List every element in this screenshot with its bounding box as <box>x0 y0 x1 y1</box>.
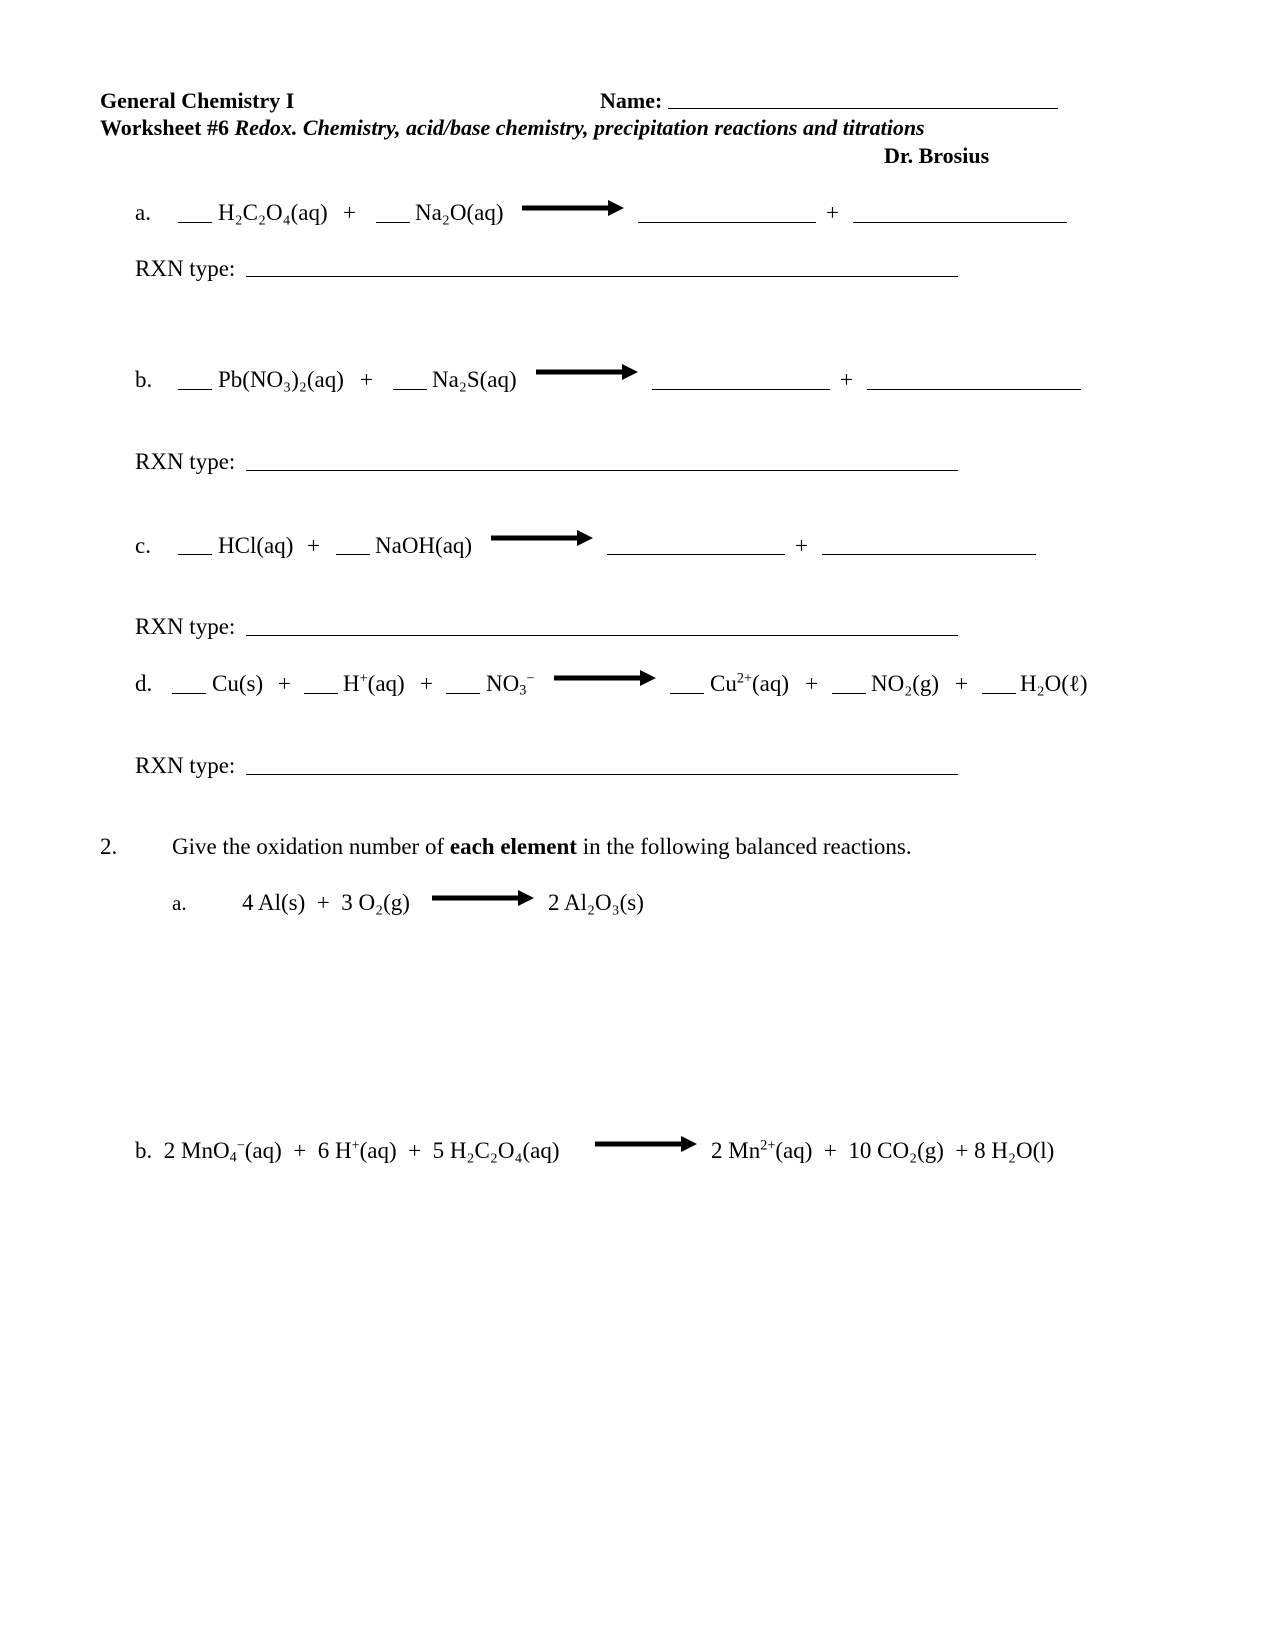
reactant-h-ion <box>343 672 405 695</box>
coefficient-blank[interactable] <box>178 222 212 223</box>
question-2a-letter: a. <box>172 891 187 915</box>
reactant-hcl: HCl(aq) <box>218 533 294 558</box>
reaction-a-letter: a. <box>135 200 151 225</box>
h-charge: + <box>359 670 368 687</box>
name-label: Name: <box>600 88 663 113</box>
coefficient-blank[interactable] <box>178 389 212 390</box>
product-blank-2[interactable] <box>853 222 1067 223</box>
permanganate-subscript: 4 <box>229 1149 237 1166</box>
plus-sign: + <box>343 200 356 225</box>
product-blank-1[interactable] <box>638 222 816 223</box>
plus-sign: + <box>805 671 818 696</box>
cu-state: (aq) <box>752 671 790 696</box>
question-2a-reactants: 4 Al(s) + 3 O₂(g) <box>242 890 410 915</box>
product-blank-1[interactable] <box>607 554 785 555</box>
reactant-h2c2o4: H₂C₂O₄(aq) <box>218 200 328 225</box>
question-2-instruction <box>172 835 912 858</box>
coefficient-blank[interactable] <box>336 554 370 555</box>
reaction-arrow-icon <box>552 668 658 688</box>
product-cu2-ion <box>710 672 789 695</box>
reactant-cu: Cu(s) <box>212 671 264 696</box>
worksheet-title: Redox. Chemistry, acid/base chemistry, precipitation reactions and titrations <box>234 115 925 140</box>
question-2b-reactants <box>135 1137 560 1166</box>
coefficient-blank[interactable] <box>832 693 866 694</box>
manganese-symbol: 2 Mn <box>711 1138 761 1163</box>
reactant-na2s: Na₂S(aq) <box>432 367 517 392</box>
cu-symbol: Cu <box>710 671 737 696</box>
instruction-text: Give the oxidation number of <box>172 834 450 859</box>
reactant-na2o: Na₂O(aq) <box>415 200 504 225</box>
reactant-pbno32: Pb(NO₃)₂(aq) <box>218 367 344 392</box>
permanganate-symbol: 2 MnO <box>163 1138 230 1163</box>
plus-sign: + <box>955 671 968 696</box>
reaction-arrow-icon <box>593 1134 699 1154</box>
question-2b-letter: b. <box>135 1138 153 1163</box>
rxn-type-label: RXN type: <box>135 256 236 281</box>
coefficient-blank[interactable] <box>670 693 704 694</box>
course-title: General Chemistry I <box>100 88 295 113</box>
rxn-type-label: RXN type: <box>135 614 236 639</box>
instructor-name: Dr. Brosius <box>884 143 990 168</box>
question-2-number: 2. <box>100 834 118 859</box>
rxn-type-blank-d[interactable] <box>246 774 958 775</box>
plus-sign: + <box>420 671 433 696</box>
cu-charge: 2+ <box>736 670 753 687</box>
reaction-arrow-icon <box>520 198 626 218</box>
manganese-charge: 2+ <box>760 1137 776 1154</box>
reaction-c-letter: c. <box>135 533 151 558</box>
reactant-naoh: NaOH(aq) <box>375 533 473 558</box>
reaction-d-letter: d. <box>135 671 153 696</box>
worksheet-heading <box>100 117 925 139</box>
product-blank-2[interactable] <box>867 389 1081 390</box>
coefficient-blank[interactable] <box>446 693 480 694</box>
product-h2o: H₂O(ℓ) <box>1020 671 1088 696</box>
reactant-text: (aq) + 6 H <box>244 1138 352 1163</box>
rxn-type-label: RXN type: <box>135 449 236 474</box>
coefficient-blank[interactable] <box>304 693 338 694</box>
h-state: (aq) <box>367 671 405 696</box>
product-text: (aq) + 10 CO₂(g) + 8 H₂O(l) <box>775 1138 1055 1163</box>
coefficient-blank[interactable] <box>172 693 206 694</box>
plus-sign: + <box>826 200 839 225</box>
instruction-text: in the following balanced reactions. <box>576 834 912 859</box>
reaction-arrow-icon <box>534 362 640 382</box>
product-no2: NO₂(g) <box>871 671 940 696</box>
coefficient-blank[interactable] <box>178 554 212 555</box>
coefficient-blank[interactable] <box>982 693 1016 694</box>
h-charge: + <box>351 1137 360 1154</box>
reactant-text: (aq) + 5 H₂C₂O₄(aq) <box>359 1138 560 1163</box>
plus-sign: + <box>795 533 808 558</box>
rxn-type-blank-c[interactable] <box>246 635 958 636</box>
no3-charge: − <box>526 670 535 687</box>
no3-symbol: NO <box>486 671 520 696</box>
instruction-emphasis: each element <box>449 834 577 859</box>
no3-subscript: 3 <box>519 682 527 699</box>
name-field-line[interactable] <box>668 108 1058 109</box>
reaction-arrow-icon <box>489 528 595 548</box>
product-blank-1[interactable] <box>652 389 830 390</box>
plus-sign: + <box>278 671 291 696</box>
reaction-b-letter: b. <box>135 367 153 392</box>
rxn-type-blank-b[interactable] <box>246 470 958 471</box>
rxn-type-label: RXN type: <box>135 753 236 778</box>
reactant-nitrate <box>486 670 535 699</box>
plus-sign: + <box>307 533 320 558</box>
h-symbol: H <box>343 671 360 696</box>
coefficient-blank[interactable] <box>376 222 410 223</box>
question-2b-products <box>711 1139 1054 1162</box>
reaction-arrow-icon <box>430 888 536 908</box>
plus-sign: + <box>360 367 373 392</box>
rxn-type-blank-a[interactable] <box>246 276 958 277</box>
coefficient-blank[interactable] <box>393 389 427 390</box>
worksheet-number: Worksheet #6 <box>100 115 229 140</box>
product-blank-2[interactable] <box>822 554 1036 555</box>
question-2a-products: 2 Al₂O₃(s) <box>548 890 644 915</box>
plus-sign: + <box>840 367 853 392</box>
permanganate-charge: − <box>236 1137 245 1154</box>
